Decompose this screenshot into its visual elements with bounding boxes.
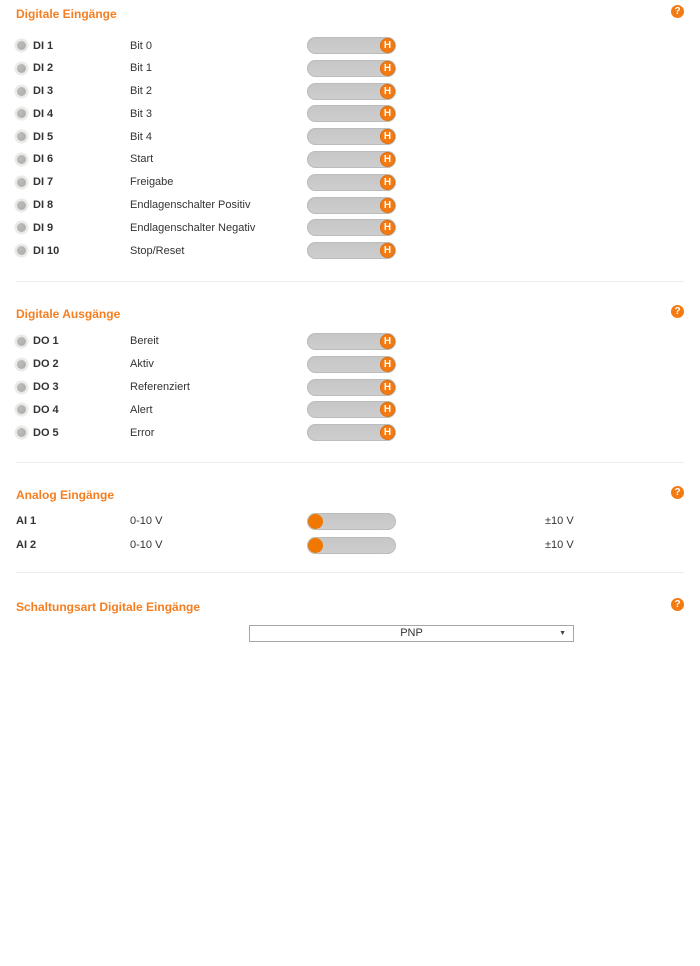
section-title-switching-type: Schaltungsart Digitale Eingänge bbox=[16, 599, 201, 614]
section-header-analog-inputs bbox=[16, 488, 684, 502]
channel-label: DI 2 bbox=[33, 62, 54, 75]
h-badge-handle[interactable]: H bbox=[380, 198, 395, 213]
channel-label: DI 4 bbox=[33, 107, 54, 120]
digital-io-row bbox=[16, 83, 684, 100]
h-badge-handle[interactable]: H bbox=[380, 425, 395, 440]
h-badge-handle[interactable]: H bbox=[380, 152, 395, 167]
digital-inputs-list bbox=[16, 37, 684, 265]
status-led-icon bbox=[17, 223, 26, 232]
channel-label: DI 6 bbox=[33, 153, 54, 166]
h-badge-handle[interactable]: H bbox=[380, 402, 395, 417]
h-badge-handle[interactable]: H bbox=[380, 106, 395, 121]
function-label: Referenziert bbox=[130, 381, 190, 394]
h-badge-handle[interactable]: H bbox=[380, 334, 395, 349]
switching-type-selected-value: PNP bbox=[400, 626, 423, 639]
status-led-icon bbox=[17, 383, 26, 392]
digital-io-row bbox=[16, 401, 684, 418]
logic-level-toggle-slider[interactable] bbox=[307, 37, 396, 54]
digital-io-row bbox=[16, 37, 684, 54]
section-title-digital-outputs: Digitale Ausgänge bbox=[16, 306, 121, 321]
section-title-analog-inputs: Analog Eingänge bbox=[16, 487, 115, 502]
section-divider bbox=[16, 281, 684, 282]
status-led-icon bbox=[17, 41, 26, 50]
help-icon[interactable]: ? bbox=[671, 305, 684, 318]
function-label: Aktiv bbox=[130, 358, 154, 371]
digital-io-row bbox=[16, 424, 684, 441]
help-icon[interactable]: ? bbox=[671, 598, 684, 611]
h-badge-handle[interactable]: H bbox=[380, 84, 395, 99]
status-led-icon bbox=[17, 87, 26, 96]
section-divider bbox=[16, 462, 684, 463]
h-badge-handle[interactable]: H bbox=[380, 357, 395, 372]
digital-outputs-list bbox=[16, 333, 684, 447]
digital-io-row bbox=[16, 379, 684, 396]
digital-io-row bbox=[16, 174, 684, 191]
channel-label: DI 3 bbox=[33, 85, 54, 98]
function-label: Bereit bbox=[130, 335, 159, 348]
h-badge-handle[interactable]: H bbox=[380, 220, 395, 235]
digital-io-row bbox=[16, 60, 684, 77]
status-led-icon bbox=[17, 337, 26, 346]
logic-level-toggle-slider[interactable] bbox=[307, 128, 396, 145]
logic-level-toggle-slider[interactable] bbox=[307, 401, 396, 418]
function-label: Freigabe bbox=[130, 176, 174, 189]
analog-range-slider[interactable] bbox=[307, 537, 396, 554]
status-led-icon bbox=[17, 178, 26, 187]
status-led-icon bbox=[17, 201, 26, 210]
channel-label: DO 3 bbox=[33, 381, 59, 394]
logic-level-toggle-slider[interactable] bbox=[307, 379, 396, 396]
function-label: Endlagenschalter Negativ bbox=[130, 221, 256, 234]
analog-range-slider[interactable] bbox=[307, 513, 396, 530]
digital-io-row bbox=[16, 242, 684, 259]
section-header-digital-inputs bbox=[16, 7, 684, 21]
status-led-icon bbox=[17, 405, 26, 414]
range-label: 0-10 V bbox=[130, 515, 163, 528]
section-title-digital-inputs: Digitale Eingänge bbox=[16, 7, 117, 21]
channel-label: AI 2 bbox=[16, 539, 37, 552]
analog-inputs-list bbox=[16, 513, 684, 561]
function-label: Bit 2 bbox=[130, 85, 153, 98]
h-badge-handle[interactable]: H bbox=[380, 61, 395, 76]
status-led-icon bbox=[17, 132, 26, 141]
channel-label: DO 4 bbox=[33, 403, 59, 416]
function-label: Bit 3 bbox=[130, 107, 153, 120]
function-label: Stop/Reset bbox=[130, 244, 185, 257]
function-label: Start bbox=[130, 153, 154, 166]
digital-io-row bbox=[16, 356, 684, 373]
function-label: Bit 4 bbox=[130, 130, 153, 143]
status-led-icon bbox=[17, 109, 26, 118]
digital-io-row bbox=[16, 128, 684, 145]
analog-input-row bbox=[16, 537, 684, 554]
h-badge-handle[interactable]: H bbox=[380, 243, 395, 258]
digital-io-row bbox=[16, 151, 684, 168]
status-led-icon bbox=[17, 64, 26, 73]
range-label: 0-10 V bbox=[130, 539, 163, 552]
function-label: Bit 0 bbox=[130, 39, 153, 52]
logic-level-toggle-slider[interactable] bbox=[307, 105, 396, 122]
channel-label: AI 1 bbox=[16, 515, 37, 528]
switching-type-select[interactable] bbox=[249, 625, 574, 642]
channel-label: DI 10 bbox=[33, 244, 60, 257]
channel-label: DO 2 bbox=[33, 358, 59, 371]
section-header-switching-type bbox=[16, 600, 684, 614]
scale-label: ±10 V bbox=[545, 515, 574, 528]
logic-level-toggle-slider[interactable] bbox=[307, 242, 396, 259]
logic-level-toggle-slider[interactable] bbox=[307, 356, 396, 373]
logic-level-toggle-slider[interactable] bbox=[307, 197, 396, 214]
digital-io-row bbox=[16, 197, 684, 214]
h-badge-handle[interactable]: H bbox=[380, 38, 395, 53]
channel-label: DI 5 bbox=[33, 130, 54, 143]
channel-label: DI 8 bbox=[33, 199, 54, 212]
function-label: Bit 1 bbox=[130, 62, 153, 75]
help-icon[interactable]: ? bbox=[671, 486, 684, 499]
function-label: Alert bbox=[130, 403, 153, 416]
h-badge-handle[interactable]: H bbox=[380, 129, 395, 144]
function-label: Error bbox=[130, 426, 155, 439]
logic-level-toggle-slider[interactable] bbox=[307, 424, 396, 441]
chevron-down-icon: ▼ bbox=[559, 629, 566, 637]
channel-label: DO 5 bbox=[33, 426, 59, 439]
channel-label: DI 1 bbox=[33, 39, 54, 52]
logic-level-toggle-slider[interactable] bbox=[307, 174, 396, 191]
digital-io-row bbox=[16, 219, 684, 236]
logic-level-toggle-slider[interactable] bbox=[307, 83, 396, 100]
h-badge-handle[interactable]: H bbox=[380, 380, 395, 395]
logic-level-toggle-slider[interactable] bbox=[307, 151, 396, 168]
scale-label: ±10 V bbox=[545, 539, 574, 552]
analog-input-row bbox=[16, 513, 684, 530]
slider-knob-handle[interactable] bbox=[308, 538, 323, 553]
channel-label: DO 1 bbox=[33, 335, 59, 348]
status-led-icon bbox=[17, 246, 26, 255]
slider-knob-handle[interactable] bbox=[308, 514, 323, 529]
status-led-icon bbox=[17, 428, 26, 437]
digital-io-row bbox=[16, 333, 684, 350]
function-label: Endlagenschalter Positiv bbox=[130, 199, 251, 212]
logic-level-toggle-slider[interactable] bbox=[307, 219, 396, 236]
channel-label: DI 9 bbox=[33, 221, 54, 234]
section-header-digital-outputs bbox=[16, 307, 684, 321]
channel-label: DI 7 bbox=[33, 176, 54, 189]
status-led-icon bbox=[17, 155, 26, 164]
logic-level-toggle-slider[interactable] bbox=[307, 60, 396, 77]
h-badge-handle[interactable]: H bbox=[380, 175, 395, 190]
status-led-icon bbox=[17, 360, 26, 369]
digital-io-row bbox=[16, 105, 684, 122]
help-icon[interactable]: ? bbox=[671, 5, 684, 18]
logic-level-toggle-slider[interactable] bbox=[307, 333, 396, 350]
section-divider bbox=[16, 572, 684, 573]
